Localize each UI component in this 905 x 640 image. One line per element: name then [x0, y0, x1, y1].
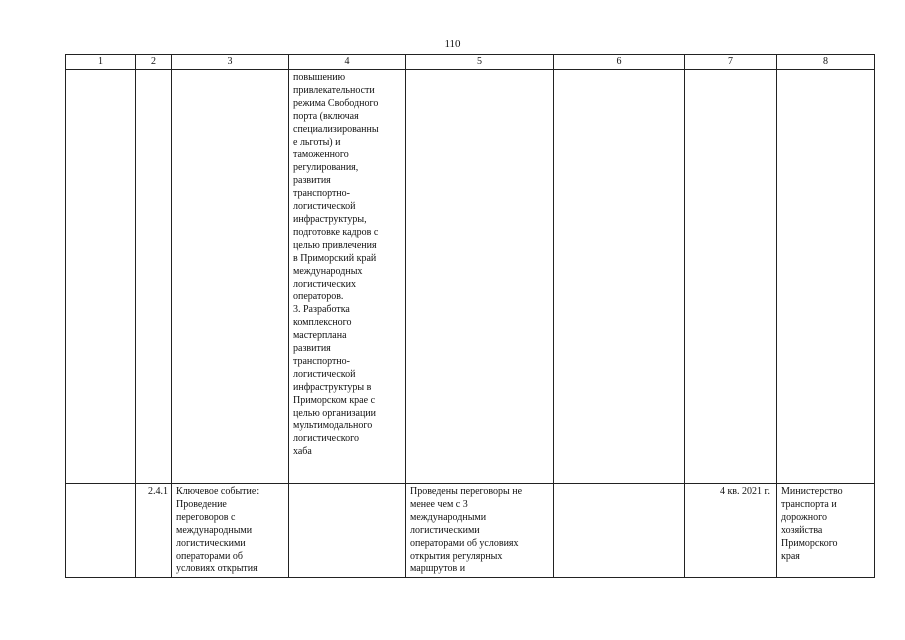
table-cell: [777, 70, 875, 484]
text-line: операторами об: [176, 550, 243, 562]
text-line: переговоров с: [176, 511, 236, 523]
deadline: 4 кв. 2021 г.: [719, 486, 770, 497]
text-line: порта (включая: [293, 110, 359, 122]
table-cell: [289, 70, 406, 484]
table-cell: [685, 484, 777, 578]
measures-description: [289, 70, 405, 459]
table-cell: [406, 70, 554, 484]
responsible-executor: [777, 484, 874, 563]
text-line: логистическими: [176, 537, 246, 549]
table-cell: [172, 484, 289, 578]
text-line: в Приморский край: [293, 252, 377, 264]
text-line: инфраструктуры в: [293, 381, 372, 393]
text-line: логистическими: [410, 524, 480, 536]
text-line: Проведение: [176, 498, 227, 510]
column-header-6: 6: [554, 55, 685, 70]
text-line: международными: [410, 511, 487, 523]
column-header-8: 8: [777, 55, 875, 70]
text-line: привлекательности: [293, 84, 375, 96]
header-row: [66, 55, 875, 70]
table-cell: [66, 70, 136, 484]
text-line: Приморского: [781, 537, 838, 549]
text-line: операторов.: [293, 291, 344, 303]
column-header-1: 1: [66, 55, 136, 70]
text-line: таможенного: [293, 149, 349, 161]
text-line: регулирования,: [293, 162, 359, 174]
table-cell: [406, 484, 554, 578]
text-line: транспорта и: [781, 498, 837, 510]
plan-table: [65, 54, 875, 578]
text-line: менее чем с 3: [410, 498, 468, 510]
column-header-7: 7: [685, 55, 777, 70]
text-line: транспортно-: [293, 188, 350, 200]
text-line: условиях открытия: [176, 563, 258, 575]
text-line: логистического: [293, 433, 359, 445]
table-cell: [777, 484, 875, 578]
text-line: мультимодального: [293, 420, 373, 432]
column-header-4: 4: [289, 55, 406, 70]
key-event-description: [172, 484, 288, 576]
text-line: повышению: [293, 72, 346, 83]
text-line: комплексного: [293, 317, 352, 329]
text-line: международными: [176, 524, 253, 536]
text-line: развития: [293, 175, 331, 187]
text-line: 3. Разработка: [293, 304, 350, 316]
text-line: хозяйства: [781, 524, 823, 536]
text-line: логистических: [293, 278, 356, 290]
expected-result: [406, 484, 553, 576]
text-line: целью привлечения: [293, 239, 377, 251]
text-line: края: [781, 550, 800, 562]
text-line: е льготы) и: [293, 136, 341, 148]
table-cell: [172, 70, 289, 484]
text-line: Приморском крае с: [293, 394, 376, 406]
text-line: целью организации: [293, 407, 376, 419]
text-line: специализированны: [293, 123, 379, 135]
table-row: [66, 484, 875, 578]
text-line: логистической: [293, 201, 356, 213]
text-line: подготовке кадров с: [293, 226, 379, 238]
text-line: мастерплана: [293, 330, 347, 342]
page-number: 110: [444, 38, 461, 50]
text-line: маршрутов и: [410, 563, 466, 575]
column-header-3: 3: [172, 55, 289, 70]
text-line: развития: [293, 343, 331, 355]
text-line: режима Свободного: [293, 97, 379, 109]
text-line: Министерство: [781, 486, 843, 497]
text-line: дорожного: [781, 511, 827, 523]
table-cell: [685, 70, 777, 484]
column-header-2: 2: [136, 55, 172, 70]
text-line: международных: [293, 265, 363, 277]
column-header-5: 5: [406, 55, 554, 70]
text-line: транспортно-: [293, 355, 350, 367]
text-line: открытия регулярных: [410, 550, 503, 562]
text-line: Проведены переговоры не: [410, 486, 523, 497]
text-line: инфраструктуры,: [293, 213, 367, 225]
item-number: 2.4.1: [148, 486, 168, 497]
text-line: логистической: [293, 368, 356, 380]
table-cell: [289, 484, 406, 578]
table-row: [66, 70, 875, 484]
table-cell: [136, 484, 172, 578]
table-cell: [136, 70, 172, 484]
table-cell: [554, 484, 685, 578]
table-cell: [554, 70, 685, 484]
text-line: Ключевое событие:: [176, 486, 260, 497]
table-cell: [66, 484, 136, 578]
text-line: операторами об условиях: [410, 537, 519, 549]
text-line: хаба: [293, 446, 312, 458]
